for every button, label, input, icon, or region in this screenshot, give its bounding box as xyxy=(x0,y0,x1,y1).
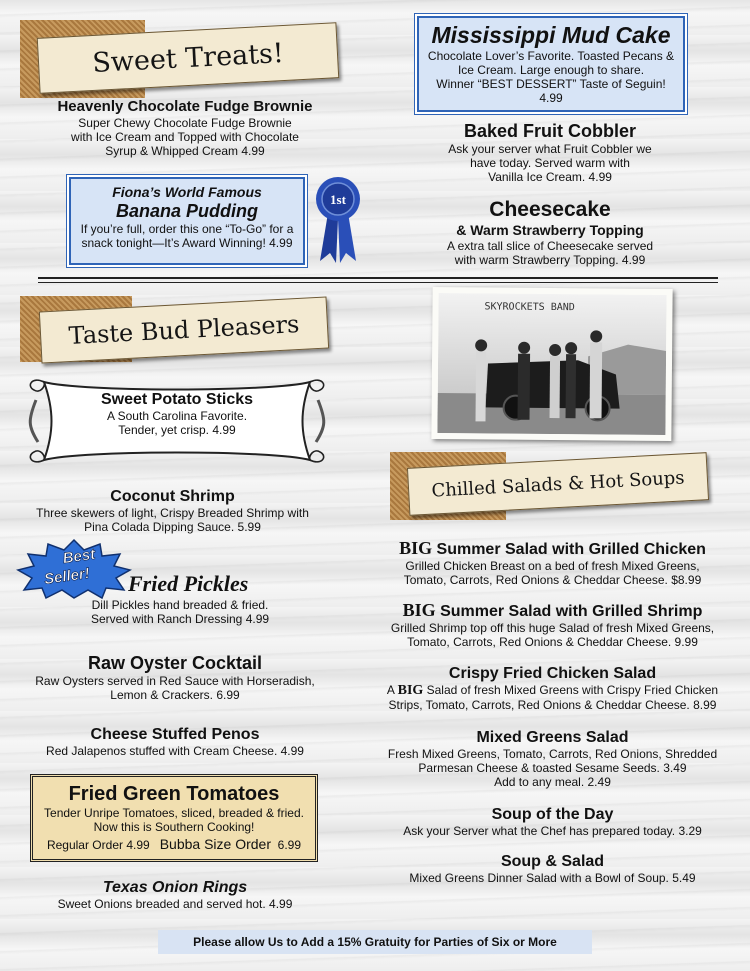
big-chicken-name: Summer Salad with Grilled Chicken xyxy=(432,541,706,558)
crispy-chicken-desc-a: A xyxy=(386,683,398,697)
cheesecake-subtitle: & Warm Strawberry Topping xyxy=(456,222,644,238)
section-divider xyxy=(38,277,718,283)
green-tomatoes-bubba: Bubba Size Order xyxy=(159,836,271,852)
banana-name: Banana Pudding xyxy=(115,201,258,221)
crispy-chicken-salad-item xyxy=(380,664,725,712)
coconut-shrimp-item xyxy=(15,487,330,534)
cobbler-desc-3: Vanilla Ice Cream. 4.99 xyxy=(488,170,612,184)
coconut-shrimp-desc-1: Three skewers of light, Crispy Breaded Shrimp with xyxy=(36,506,309,520)
cheesecake-name: Cheesecake xyxy=(489,198,611,221)
green-tomatoes-desc-2: Now this is Southern Cooking! xyxy=(93,820,255,834)
brownie-name: Heavenly Chocolate Fudge Brownie xyxy=(57,98,313,115)
oyster-desc-1: Raw Oysters served in Red Sauce with Horseradish, xyxy=(35,674,315,688)
onion-rings-item xyxy=(15,878,335,911)
crispy-chicken-desc-big: BIG xyxy=(397,683,424,698)
coconut-shrimp-name: Coconut Shrimp xyxy=(110,488,235,505)
coconut-shrimp-desc-2: Pina Colada Dipping Sauce. 5.99 xyxy=(84,520,261,534)
sweet-potato-scroll xyxy=(22,370,332,470)
brownie-desc-3: Syrup & Whipped Cream 4.99 xyxy=(105,144,265,158)
brownie-desc-2: with Ice Cream and Topped with Chocolate xyxy=(71,130,299,144)
cheesecake-desc-1: A extra tall slice of Cheesecake served xyxy=(446,239,654,253)
penos-name: Cheese Stuffed Penos xyxy=(90,726,260,743)
green-tomatoes-regular: Regular Order 4.99 xyxy=(46,838,150,852)
green-tomatoes-box xyxy=(30,774,318,862)
best-seller-badge xyxy=(16,538,132,600)
taste-bud-heading-text: Taste Bud Pleasers xyxy=(67,309,301,351)
oyster-name: Raw Oyster Cocktail xyxy=(87,653,263,673)
green-tomatoes-bubba-price: 6.99 xyxy=(277,838,302,852)
crispy-chicken-name: Crispy Fried Chicken Salad xyxy=(448,665,657,682)
band-photo xyxy=(431,287,672,441)
best-seller-line-1: Best xyxy=(61,545,97,568)
banana-pudding-box xyxy=(69,177,305,265)
sweet-potato-desc-1: A South Carolina Favorite. xyxy=(106,409,248,423)
band-photo-image xyxy=(437,293,666,435)
mixed-greens-item xyxy=(380,728,725,789)
big-chicken-desc-2: Tomato, Carrots, Red Onions & Cheddar Cheese. $8.99 xyxy=(403,573,702,587)
fried-pickles-title: Fried Pickles xyxy=(128,571,249,596)
best-seller-line-2: Seller! xyxy=(43,564,91,589)
mixed-greens-desc-2: Parmesan Cheese & toasted Sesame Seeds. 3.49 xyxy=(418,761,687,775)
band-photo-caption: SKYROCKETS BAND xyxy=(484,301,575,314)
cheesecake-item xyxy=(400,197,700,267)
cobbler-desc-2: have today. Served warm with xyxy=(470,156,630,170)
first-place-ribbon-icon xyxy=(312,175,364,265)
green-tomatoes-desc-1: Tender Unripe Tomatoes, sliced, breaded & fried. xyxy=(44,806,304,820)
mixed-greens-desc-3: Add to any meal. 2.49 xyxy=(494,775,611,789)
sweet-potato-desc-2: Tender, yet crisp. 4.99 xyxy=(118,423,236,437)
mud-cake-name: Mississippi Mud Cake xyxy=(431,22,671,48)
soup-salad-item xyxy=(380,852,725,885)
big-chicken-big: BIG xyxy=(399,538,433,558)
penos-item xyxy=(15,725,335,758)
fried-pickles-item xyxy=(60,598,300,626)
mixed-greens-name: Mixed Greens Salad xyxy=(476,729,629,746)
cobbler-desc-1: Ask your server what Fruit Cobbler we xyxy=(448,142,652,156)
big-shrimp-big: BIG xyxy=(402,600,436,620)
big-shrimp-name: Summer Salad with Grilled Shrimp xyxy=(435,603,703,620)
cheesecake-desc-2: with warm Strawberry Topping. 4.99 xyxy=(454,253,646,267)
ribbon-text: 1st xyxy=(330,192,346,207)
brownie-desc-1: Super Chewy Chocolate Fudge Brownie xyxy=(78,116,292,130)
banana-desc-1: If you’re full, order this one “To-Go” for a xyxy=(80,222,294,236)
fried-pickles-desc-1: Dill Pickles hand breaded & fried. xyxy=(91,598,269,612)
mud-cake-box xyxy=(417,16,685,112)
brownie-item xyxy=(20,97,350,158)
soup-day-item xyxy=(380,805,725,838)
soup-salad-name: Soup & Salad xyxy=(500,853,605,870)
soup-day-desc-1: Ask your Server what the Chef has prepared today. 3.29 xyxy=(403,824,702,838)
crispy-chicken-desc-2: Strips, Tomato, Carrots, Red Onions & Cheddar Cheese. 8.99 xyxy=(388,698,717,712)
gratuity-text: Please allow Us to Add a 15% Gratuity for Parties of Six or More xyxy=(193,935,557,949)
mud-cake-desc-1: Chocolate Lover’s Favorite. Toasted Pecans & xyxy=(427,49,675,63)
sweet-treats-heading-text: Sweet Treats! xyxy=(91,37,285,79)
big-chicken-desc-1: Grilled Chicken Breast on a bed of fresh Mixed Greens, xyxy=(405,559,700,573)
banana-tagline: Fiona’s World Famous xyxy=(112,184,262,200)
onion-rings-name: Texas Onion Rings xyxy=(102,879,248,896)
big-chicken-salad-item xyxy=(380,539,725,587)
mud-cake-desc-3: Winner “BEST DESSERT” Taste of Seguin! xyxy=(436,77,666,91)
big-shrimp-salad-item xyxy=(380,601,725,649)
salads-heading-text: Chilled Salads & Hot Soups xyxy=(430,466,686,502)
green-tomatoes-name: Fried Green Tomatoes xyxy=(68,783,280,805)
cobbler-name: Baked Fruit Cobbler xyxy=(463,121,637,141)
oyster-item xyxy=(15,653,335,702)
crispy-chicken-desc-b: Salad of fresh Mixed Greens with Crispy Fried Chicken xyxy=(423,683,719,697)
big-shrimp-desc-2: Tomato, Carrots, Red Onions & Cheddar Cheese. 9.99 xyxy=(407,635,698,649)
oyster-desc-2: Lemon & Crackers. 6.99 xyxy=(110,688,240,702)
soup-salad-desc-1: Mixed Greens Dinner Salad with a Bowl of Soup. 5.49 xyxy=(409,871,696,885)
cobbler-item xyxy=(400,120,700,184)
sweet-potato-name: Sweet Potato Sticks xyxy=(100,391,254,408)
fried-pickles-desc-2: Served with Ranch Dressing 4.99 xyxy=(90,612,270,626)
mud-cake-desc-2: Ice Cream. Large enough to share. xyxy=(457,63,645,77)
soup-day-name: Soup of the Day xyxy=(491,806,614,823)
banana-desc-2: snack tonight—It’s Award Winning! 4.99 xyxy=(81,236,293,250)
mixed-greens-desc-1: Fresh Mixed Greens, Tomato, Carrots, Red Onions, Shredded xyxy=(387,747,718,761)
penos-desc-1: Red Jalapenos stuffed with Cream Cheese. 4.99 xyxy=(46,744,304,758)
big-shrimp-desc-1: Grilled Shrimp top off this huge Salad of fresh Mixed Greens, xyxy=(390,621,715,635)
onion-rings-desc-1: Sweet Onions breaded and served hot. 4.99 xyxy=(57,897,293,911)
mud-cake-desc-4: 4.99 xyxy=(539,91,563,105)
gratuity-bar xyxy=(158,930,592,954)
